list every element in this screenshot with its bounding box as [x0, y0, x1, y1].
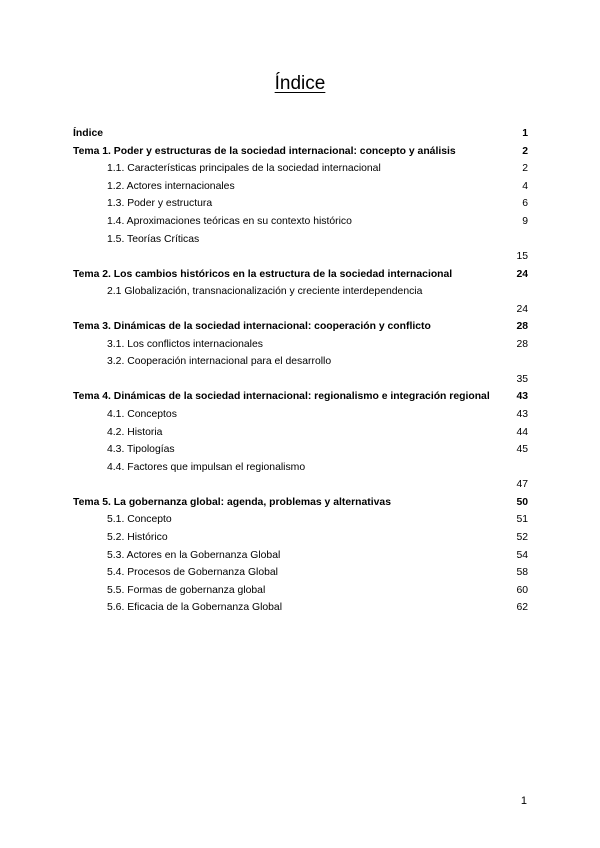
toc-entry-5-4[interactable] — [73, 564, 528, 582]
toc-entry-page: 9 — [522, 215, 528, 227]
toc-entry-1-3[interactable] — [73, 195, 528, 213]
toc-entry-4-4[interactable] — [73, 459, 528, 494]
toc-entry-text: 3.2. Cooperación internacional para el desarrollo — [107, 356, 332, 368]
toc-entry-tema-5[interactable] — [73, 494, 528, 512]
toc-entry-1-2[interactable] — [73, 178, 528, 196]
toc-entry-text: 5.6. Eficacia de la Gobernanza Global — [107, 602, 283, 614]
toc-entry-text: 5.2. Histórico — [107, 531, 168, 543]
toc-entry-1-4[interactable] — [73, 213, 528, 231]
toc-entry-text: 1.1. Características principales de la sociedad internacional — [107, 163, 381, 175]
toc-entry-page: 52 — [516, 531, 528, 543]
toc-entry-page: 2 — [522, 145, 528, 157]
toc-entry-text: 4.3. Tipologías — [107, 444, 175, 456]
toc-entry-5-5[interactable] — [73, 582, 528, 600]
toc-entry-1-5[interactable] — [73, 231, 528, 266]
toc-entry-text: 1.5. Teorías Críticas — [107, 233, 200, 245]
toc-entry-5-6[interactable] — [73, 599, 528, 617]
toc-entry-page: 6 — [522, 198, 528, 210]
toc-entry-page: 58 — [516, 567, 528, 579]
toc-entry-text: 1.4. Aproximaciones teóricas en su contexto histórico — [107, 215, 352, 227]
toc-entry-text: 4.4. Factores que impulsan el regionalismo — [107, 461, 306, 473]
toc-entry-page: 1 — [522, 128, 528, 139]
toc-entry-text: Tema 1. Poder y estructuras de la sociedad internacional: concepto y análisis — [73, 145, 456, 157]
toc-entry-5-2[interactable] — [73, 529, 528, 547]
toc-entry-2-1[interactable] — [73, 283, 528, 318]
toc-entry-text: Tema 2. Los cambios históricos en la estructura de la sociedad internacional — [73, 268, 453, 280]
toc-entry-page: 62 — [516, 602, 528, 614]
toc-entry-page: 54 — [516, 549, 528, 561]
toc-entry-4-3[interactable] — [73, 441, 528, 459]
toc-entry-page: 2 — [522, 163, 528, 175]
toc-entry-page: 51 — [516, 514, 528, 526]
toc-entry-page: 35 — [516, 373, 528, 385]
toc-entry-text: 5.3. Actores en la Gobernanza Global — [107, 549, 281, 561]
toc-entry-text: Tema 5. La gobernanza global: agenda, problemas y alternativas — [73, 496, 391, 508]
page-title: Índice — [274, 73, 326, 94]
toc-entry-tema-3[interactable] — [73, 318, 528, 336]
toc-entry-text: 5.1. Concepto — [107, 514, 172, 526]
toc-entry-3-1[interactable] — [73, 336, 528, 354]
toc-entry-4-2[interactable] — [73, 424, 528, 442]
toc-entry-page: 4 — [522, 180, 528, 192]
toc-entry-page: 47 — [516, 479, 528, 491]
toc-entry-text: 5.4. Procesos de Gobernanza Global — [107, 567, 278, 579]
toc-entry-page: 50 — [516, 496, 528, 508]
toc-entry-tema-2[interactable] — [73, 266, 528, 284]
page-number: 1 — [520, 795, 527, 807]
toc-entry-page: 24 — [516, 268, 528, 280]
toc-entry-3-2[interactable] — [73, 353, 528, 388]
toc-entry-text: 3.1. Los conflictos internacionales — [107, 338, 263, 350]
toc-entry-text: 4.1. Conceptos — [107, 408, 177, 420]
toc-entry-text: Índice — [73, 128, 104, 139]
toc-entry-page: 24 — [516, 303, 528, 315]
toc-entry-text: 4.2. Historia — [107, 426, 163, 438]
toc-entry-tema-1[interactable] — [73, 143, 528, 161]
toc-entry-page: 60 — [516, 584, 528, 596]
table-of-contents — [73, 125, 528, 617]
toc-entry-page: 44 — [516, 426, 528, 438]
toc-entry-4-1[interactable] — [73, 406, 528, 424]
toc-entry-indice[interactable] — [73, 125, 528, 143]
toc-entry-text: 5.5. Formas de gobernanza global — [107, 584, 266, 596]
toc-entry-tema-4[interactable] — [73, 388, 528, 406]
toc-entry-page: 45 — [516, 444, 528, 456]
toc-entry-page: 15 — [516, 250, 528, 262]
toc-entry-text: 1.2. Actores internacionales — [107, 180, 235, 192]
toc-entry-text: Tema 3. Dinámicas de la sociedad internacional: cooperación y conflicto — [73, 321, 431, 333]
toc-entry-5-3[interactable] — [73, 547, 528, 565]
toc-entry-text: 2.1 Globalización, transnacionalización y creciente interdependencia — [107, 286, 423, 298]
toc-entry-text: 1.3. Poder y estructura — [107, 198, 213, 210]
toc-entry-page: 43 — [516, 408, 528, 420]
toc-entry-1-1[interactable] — [73, 160, 528, 178]
toc-entry-page: 28 — [516, 321, 528, 333]
toc-entry-page: 28 — [516, 338, 528, 350]
toc-entry-page: 43 — [516, 391, 528, 403]
toc-entry-5-1[interactable] — [73, 511, 528, 529]
toc-entry-text: Tema 4. Dinámicas de la sociedad internacional: regionalismo e integración regional — [73, 391, 490, 403]
